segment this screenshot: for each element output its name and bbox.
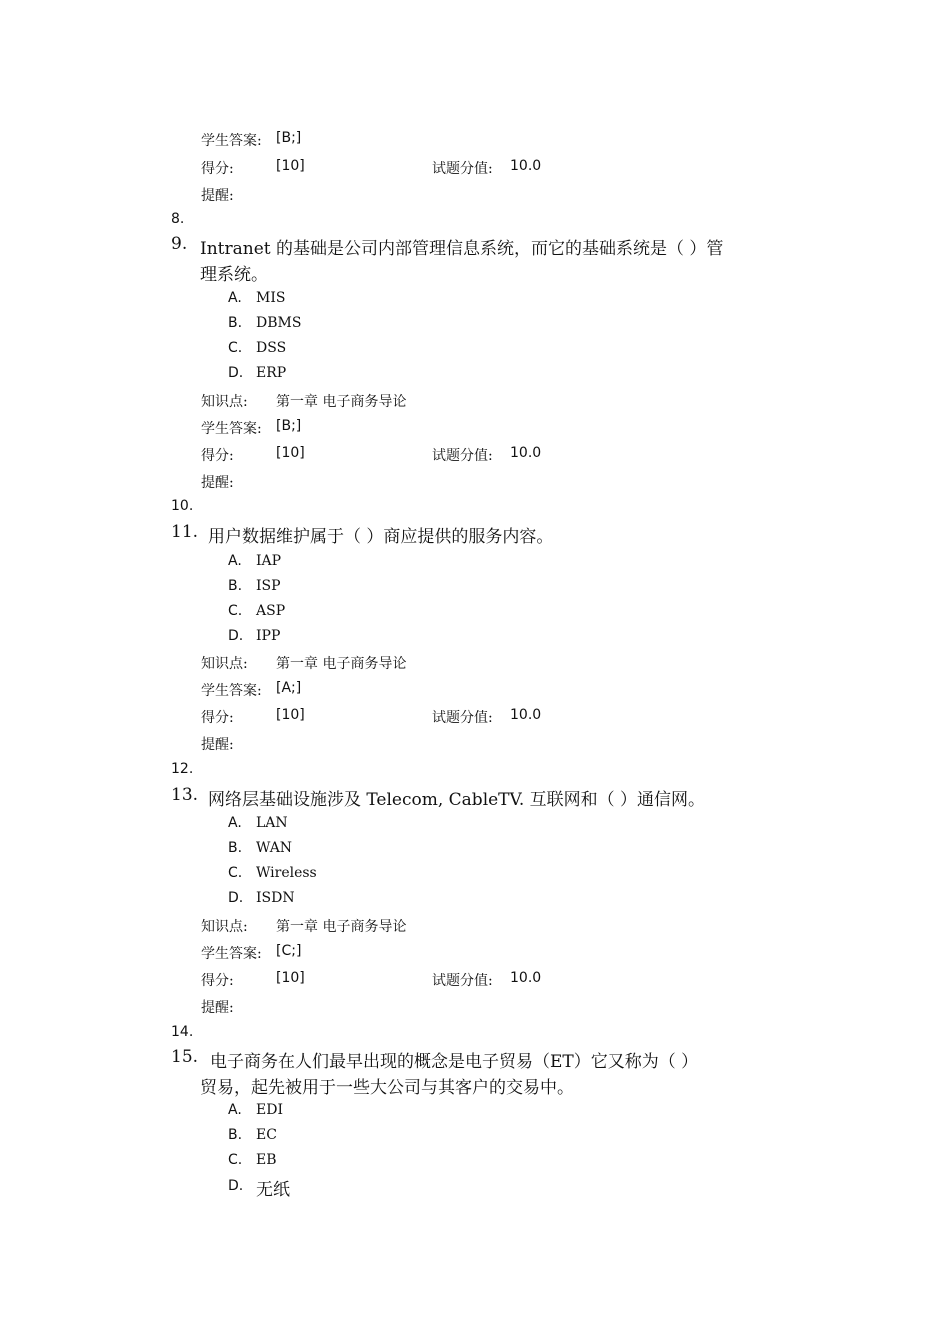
score-value: [10] xyxy=(276,970,305,986)
question-value: 10.0 xyxy=(510,445,542,461)
option-letter: B. xyxy=(228,1127,243,1143)
option-text: IPP xyxy=(256,628,281,644)
option-text: WAN xyxy=(256,840,293,856)
option-text: EDI xyxy=(256,1102,283,1118)
knowledge-point-value: 第一章 电子商务导论 xyxy=(276,656,407,672)
knowledge-point-label: 知识点: xyxy=(201,919,248,935)
option-text: 无纸 xyxy=(256,1180,290,1200)
option-text: IAP xyxy=(256,553,282,569)
student-answer-value: [A;] xyxy=(276,680,302,696)
score-label: 得分: xyxy=(201,161,234,177)
student-answer-value: [B;] xyxy=(276,130,302,146)
option-letter: C. xyxy=(228,340,243,356)
option-letter: C. xyxy=(228,603,243,619)
question-number: 13. xyxy=(171,785,199,805)
knowledge-point-label: 知识点: xyxy=(201,394,248,410)
question-value-label: 试题分值: xyxy=(432,973,493,989)
knowledge-point-value: 第一章 电子商务导论 xyxy=(276,394,407,410)
knowledge-point-value: 第一章 电子商务导论 xyxy=(276,919,407,935)
option-text: DBMS xyxy=(256,315,302,331)
student-answer-label: 学生答案: xyxy=(201,946,262,962)
option-text: Wireless xyxy=(256,865,317,881)
question-stem-continued: 理系统。 xyxy=(200,265,268,285)
student-answer-value: [C;] xyxy=(276,943,302,959)
score-label: 得分: xyxy=(201,710,234,726)
question-number: 11. xyxy=(171,522,199,542)
question-stem-continued: 贸易，起先被用于一些大公司与其客户的交易中。 xyxy=(200,1078,574,1098)
option-text: LAN xyxy=(256,815,288,831)
question-number: 8. xyxy=(171,211,185,227)
option-text: DSS xyxy=(256,340,287,356)
option-letter: C. xyxy=(228,865,243,881)
score-value: [10] xyxy=(276,445,305,461)
option-letter: D. xyxy=(228,365,244,381)
question-number: 10. xyxy=(171,498,194,514)
option-letter: C. xyxy=(228,1152,243,1168)
question-number: 12. xyxy=(171,761,194,777)
reminder-label: 提醒: xyxy=(201,1000,234,1016)
question-value: 10.0 xyxy=(510,707,542,723)
option-letter: A. xyxy=(228,815,242,831)
student-answer-label: 学生答案: xyxy=(201,133,262,149)
student-answer-label: 学生答案: xyxy=(201,683,262,699)
knowledge-point-label: 知识点: xyxy=(201,656,248,672)
question-value: 10.0 xyxy=(510,158,542,174)
reminder-label: 提醒: xyxy=(201,188,234,204)
question-value-label: 试题分值: xyxy=(432,161,493,177)
option-text: EC xyxy=(256,1127,277,1143)
option-letter: B. xyxy=(228,840,243,856)
reminder-label: 提醒: xyxy=(201,475,234,491)
option-letter: D. xyxy=(228,890,244,906)
score-value: [10] xyxy=(276,707,305,723)
question-value: 10.0 xyxy=(510,970,542,986)
question-stem: 网络层基础设施涉及 Telecom, CableTV. 互联网和（ ）通信网。 xyxy=(208,790,706,810)
option-letter: D. xyxy=(228,1178,244,1194)
score-value: [10] xyxy=(276,158,305,174)
student-answer-value: [B;] xyxy=(276,418,302,434)
question-number: 14. xyxy=(171,1024,194,1040)
option-letter: A. xyxy=(228,1102,242,1118)
option-letter: A. xyxy=(228,553,242,569)
question-stem: Intranet 的基础是公司内部管理信息系统，而它的基础系统是（ ）管 xyxy=(200,239,724,259)
question-stem: 电子商务在人们最早出现的概念是电子贸易（ET）它又称为（ ） xyxy=(210,1052,699,1072)
option-text: ISP xyxy=(256,578,281,594)
option-text: ISDN xyxy=(256,890,295,906)
score-label: 得分: xyxy=(201,448,234,464)
option-text: ASP xyxy=(256,603,286,619)
question-value-label: 试题分值: xyxy=(432,710,493,726)
option-text: ERP xyxy=(256,365,287,381)
option-letter: A. xyxy=(228,290,242,306)
option-letter: B. xyxy=(228,315,243,331)
score-label: 得分: xyxy=(201,973,234,989)
option-text: EB xyxy=(256,1152,277,1168)
student-answer-label: 学生答案: xyxy=(201,421,262,437)
question-number: 9. xyxy=(171,234,188,254)
option-letter: D. xyxy=(228,628,244,644)
option-letter: B. xyxy=(228,578,243,594)
option-text: MIS xyxy=(256,290,286,306)
reminder-label: 提醒: xyxy=(201,737,234,753)
question-value-label: 试题分值: xyxy=(432,448,493,464)
question-stem: 用户数据维护属于（ ）商应提供的服务内容。 xyxy=(208,527,554,547)
question-number: 15. xyxy=(171,1047,199,1067)
